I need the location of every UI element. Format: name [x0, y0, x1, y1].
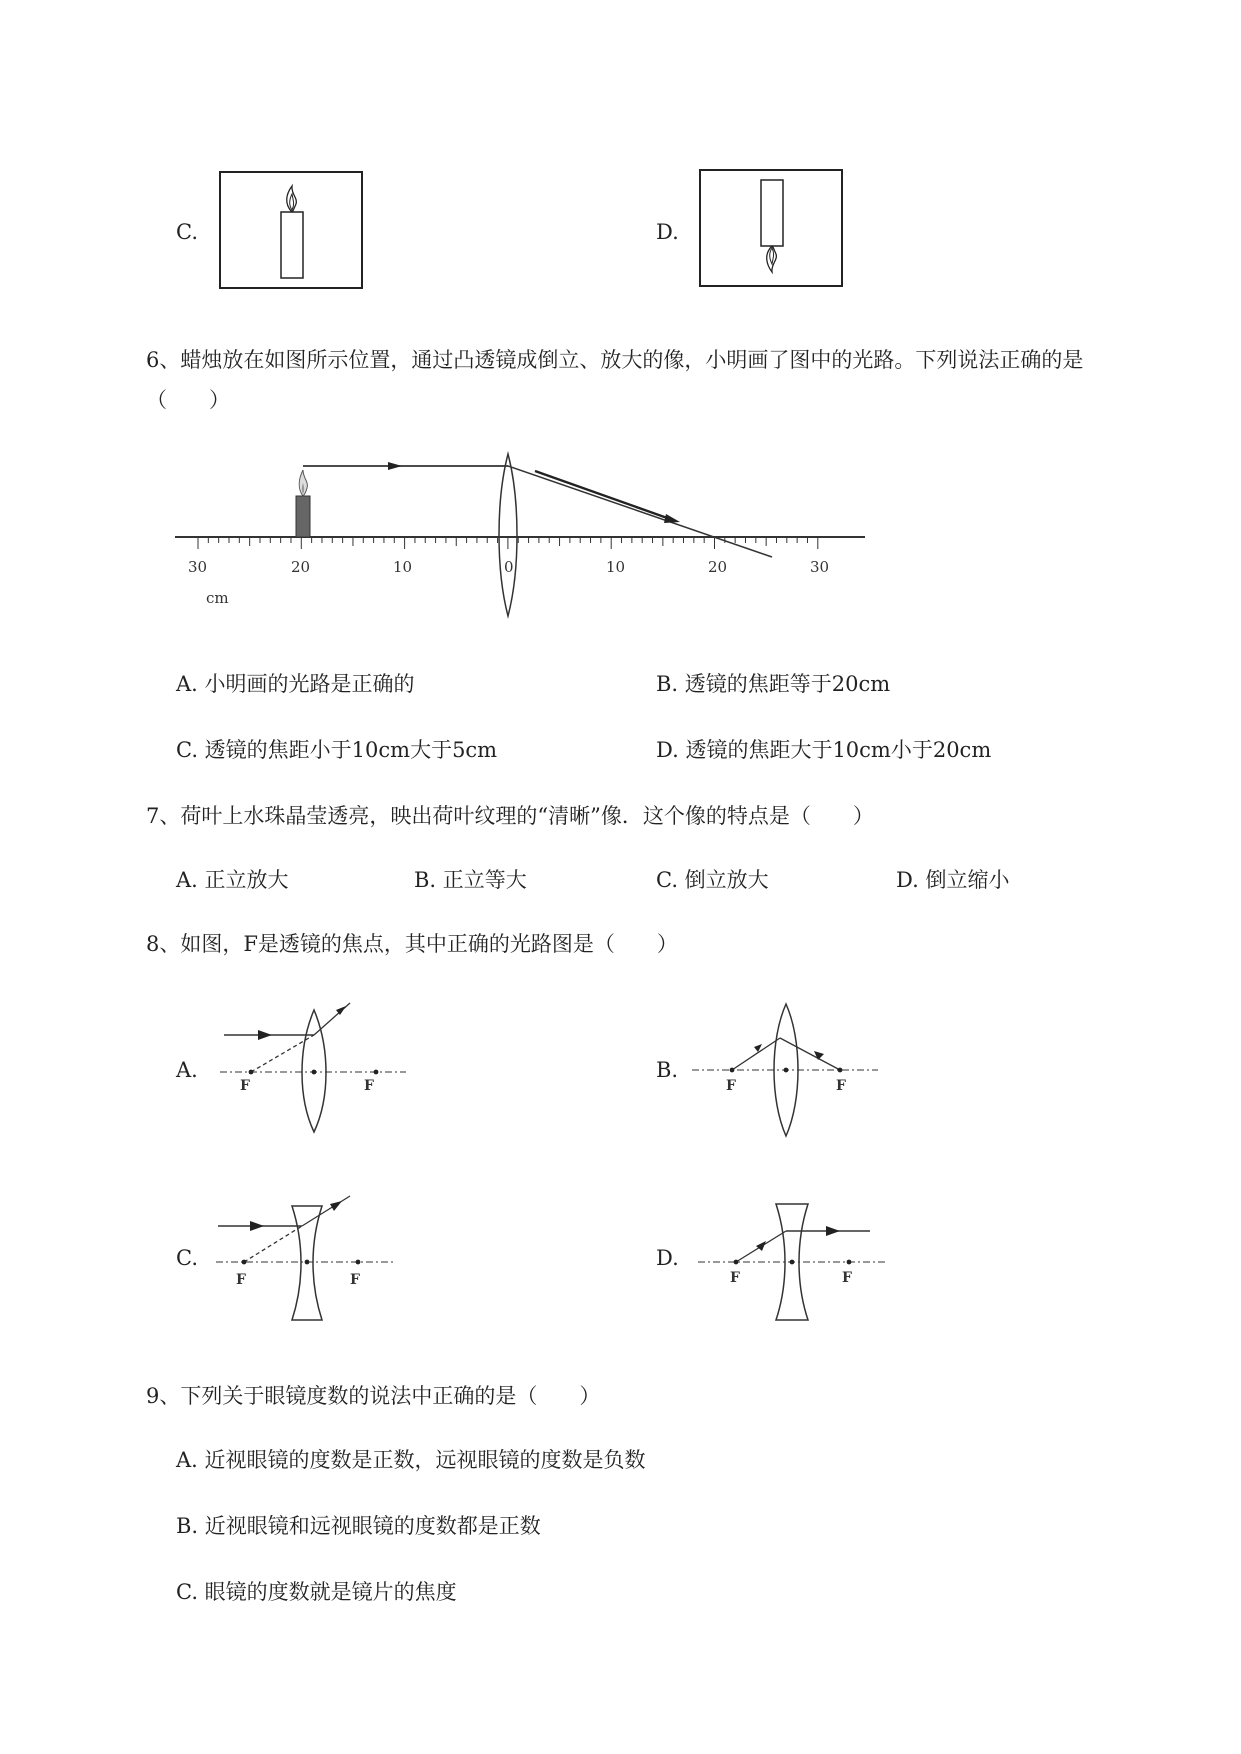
- focus-f-label: F: [730, 1270, 740, 1286]
- q6-option-b: B. 透镜的焦距等于20cm: [656, 672, 891, 696]
- focus-f-label: F: [350, 1272, 360, 1288]
- ruler-label-left-30: 30: [188, 558, 208, 576]
- option-c-label: C.: [176, 220, 198, 244]
- q8-option-a-label: A.: [176, 1058, 198, 1082]
- q8-option-b-label: B.: [656, 1058, 679, 1082]
- focus-f-label: F: [364, 1078, 374, 1094]
- q8-diagram-b: [690, 1000, 880, 1140]
- focus-f-label: F: [726, 1078, 736, 1094]
- candle-upright-figure: [218, 170, 364, 290]
- q7-option-c: C. 倒立放大: [656, 868, 769, 892]
- q8-diagram-c: [214, 1188, 404, 1328]
- ruler-label-right-30: 30: [810, 558, 830, 576]
- focus-f-label: F: [842, 1270, 852, 1286]
- question-9-stem: 9、下列关于眼镜度数的说法中正确的是（ ）: [146, 1384, 601, 1408]
- option-d-label: D.: [656, 220, 679, 244]
- q8-diagram-d: [696, 1196, 890, 1326]
- lens-ray-diagram: [170, 440, 870, 620]
- question-6-stem: 6、蜡烛放在如图所示位置，通过凸透镜成倒立、放大的像，小明画了图中的光路。下列说法正确的是: [146, 348, 1084, 372]
- question-8-stem: 8、如图，F是透镜的焦点，其中正确的光路图是（ ）: [146, 932, 678, 956]
- q6-option-a: A. 小明画的光路是正确的: [176, 672, 415, 696]
- q9-option-c: C. 眼镜的度数就是镜片的焦度: [176, 1580, 457, 1604]
- ruler-unit: cm: [206, 589, 229, 607]
- candle-inverted-figure: [698, 168, 844, 288]
- focus-f-label: F: [236, 1272, 246, 1288]
- q8-option-d-label: D.: [656, 1246, 679, 1270]
- ruler-label-right-10: 10: [606, 558, 626, 576]
- focus-f-label: F: [836, 1078, 846, 1094]
- question-6-stem-blank: （ ）: [146, 388, 230, 412]
- q8-option-c-label: C.: [176, 1246, 198, 1270]
- q6-option-d: D. 透镜的焦距大于10cm小于20cm: [656, 738, 992, 762]
- ruler-label-left-10: 10: [393, 558, 413, 576]
- ruler-label-zero: 0: [504, 558, 514, 576]
- q9-option-a: A. 近视眼镜的度数是正数，远视眼镜的度数是负数: [176, 1448, 646, 1472]
- question-7-stem: 7、荷叶上水珠晶莹透亮，映出荷叶纹理的“清晰”像．这个像的特点是（ ）: [146, 804, 874, 828]
- q6-option-c: C. 透镜的焦距小于10cm大于5cm: [176, 738, 498, 762]
- q7-option-b: B. 正立等大: [414, 868, 527, 892]
- q8-diagram-a: [218, 998, 408, 1138]
- ruler-label-right-20: 20: [708, 558, 728, 576]
- q9-option-b: B. 近视眼镜和远视眼镜的度数都是正数: [176, 1514, 541, 1538]
- focus-f-label: F: [240, 1078, 250, 1094]
- q7-option-d: D. 倒立缩小: [896, 868, 1010, 892]
- q7-option-a: A. 正立放大: [176, 868, 289, 892]
- ruler-label-left-20: 20: [291, 558, 311, 576]
